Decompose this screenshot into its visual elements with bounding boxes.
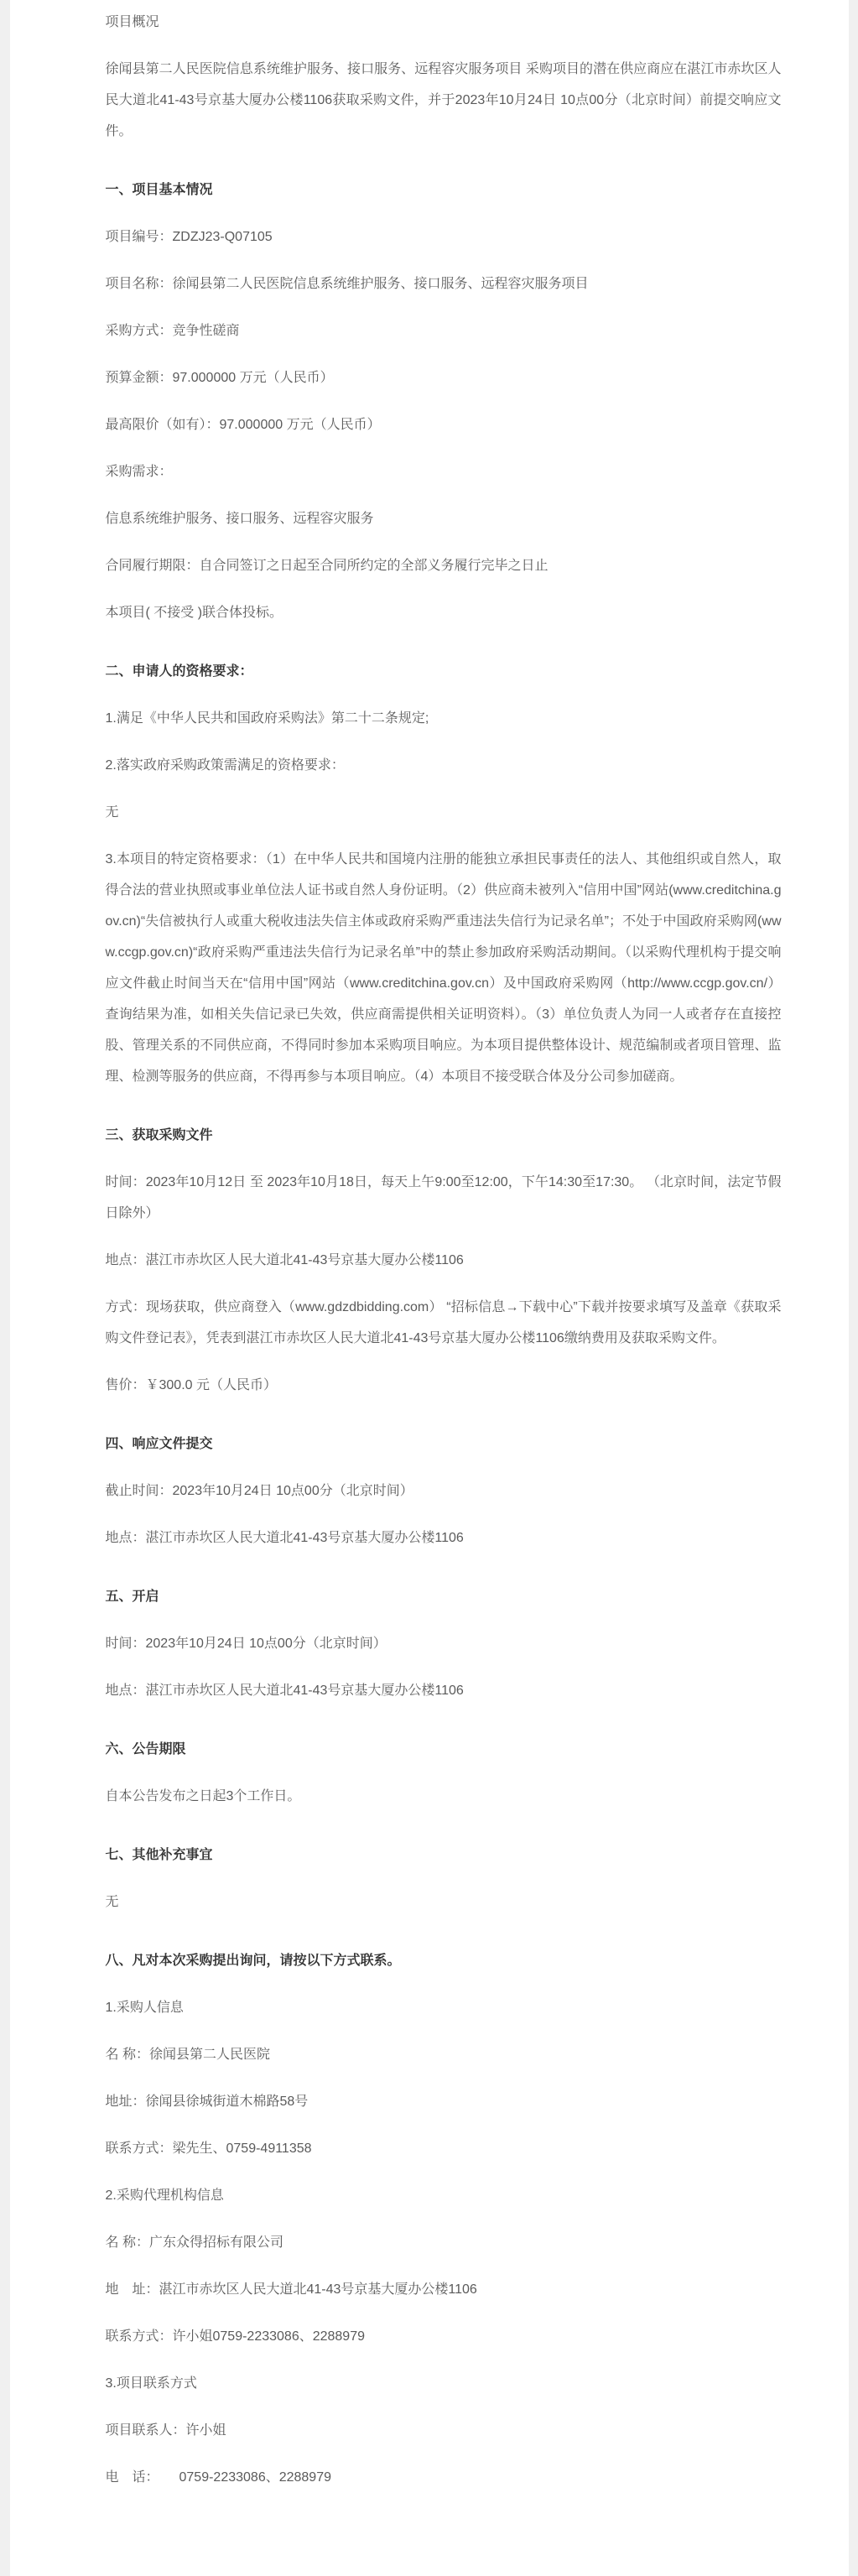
section-6-heading: 六、公告期限	[105, 1742, 186, 1756]
agency-name: 名 称：广东众得招标有限公司	[105, 2235, 283, 2250]
contract-period: 合同履行期限：自合同签订之日起至合同所约定的全部义务履行完毕之日止	[105, 559, 549, 573]
purchaser-address: 地址：徐闻县徐城街道木棉路58号	[105, 2095, 309, 2109]
opening-location: 地点：湛江市赤坎区人民大道北41-43号京基大厦办公楼1106	[105, 1684, 464, 1698]
qualification-3: 3.本项目的特定资格要求：（1）在中华人民共和国境内注册的能独立承担民事责任的法人、其他组织或自然人，取得合法的营业执照或事业单位法人证书或自然人身份证明。（2）供应商未被列入“信用中国”网站(www.creditchina.gov.cn)“失信被执行人或重大税收违法失信主体或政府采购严重违法失信行为记录名单”；不处于中国政府采购网(www.ccgp.gov.cn)“政府采购严重违法失信行为记录名单”中的禁止参加政府采购活动期间。（以采购代理机构于提交响应文件截止时间当天在“信用中国”网站（www.creditchina.gov.cn）及中国政府采购网（http://www.ccgp.gov.cn/）查询结果为准，如相关失信记录已失效，供应商需提供相关证明资料）。（3）单位负责人为同一人或者存在直接控股、管理关系的不同供应商，不得同时参加本采购项目响应。为本项目提供整体设计、规范编制或者项目管理、监理、检测等服务的供应商，不得再参与本项目响应。（4）本项目不接受联合体及分公司参加磋商。	[105, 852, 782, 1084]
agency-contact: 联系方式：许小姐0759-2233086、2288979	[105, 2329, 366, 2344]
section-2-heading: 二、申请人的资格要求：	[105, 664, 253, 679]
announcement-period: 自本公告发布之日起3个工作日。	[105, 1789, 301, 1803]
submission-location: 地点：湛江市赤坎区人民大道北41-43号京基大厦办公楼1106	[105, 1531, 464, 1545]
procurement-requirements-content: 信息系统维护服务、接口服务、远程容灾服务	[105, 512, 374, 526]
qualification-2-none: 无	[105, 805, 119, 820]
purchaser-info-label: 1.采购人信息	[105, 2001, 184, 2015]
document-body	[106, 7, 782, 2493]
section-3-heading: 三、获取采购文件	[105, 1128, 213, 1142]
purchaser-contact: 联系方式：梁先生、0759-4911358	[105, 2141, 312, 2156]
announcement-page	[10, 0, 849, 2576]
submission-deadline: 截止时间：2023年10月24日 10点00分（北京时间）	[105, 1484, 413, 1498]
project-number: 项目编号：ZDZJ23-Q07105	[105, 230, 273, 244]
section-4-heading: 四、响应文件提交	[105, 1437, 213, 1451]
section-5-heading: 五、开启	[105, 1590, 159, 1604]
section-7-heading: 七、其他补充事宜	[105, 1848, 213, 1862]
purchaser-name: 名 称：徐闻县第二人民医院	[105, 2048, 270, 2062]
consortium-bidding-note: 本项目( 不接受 )联合体投标。	[105, 606, 283, 620]
doc-acquire-time: 时间：2023年10月12日 至 2023年10月18日，每天上午9:00至12:00，下午14:30至17:30。 （北京时间，法定节假日除外）	[105, 1175, 782, 1220]
opening-time: 时间：2023年10月24日 10点00分（北京时间）	[105, 1637, 387, 1651]
section-8-heading: 八、凡对本次采购提出询问，请按以下方式联系。	[105, 1954, 401, 1968]
section-1-heading: 一、项目基本情况	[105, 183, 213, 197]
project-name: 项目名称：徐闻县第二人民医院信息系统维护服务、接口服务、远程容灾服务项目	[105, 277, 589, 291]
procurement-requirements-label: 采购需求：	[105, 465, 173, 479]
project-contact-person: 项目联系人：许小姐	[105, 2423, 226, 2438]
project-overview-title: 项目概况	[105, 15, 159, 29]
other-matters-none: 无	[105, 1895, 119, 1909]
doc-price: 售价：￥300.0 元（人民币）	[105, 1378, 277, 1392]
procurement-method: 采购方式：竞争性磋商	[105, 324, 240, 338]
qualification-2: 2.落实政府采购政策需满足的资格要求：	[105, 758, 345, 773]
max-price: 最高限价（如有）：97.000000 万元（人民币）	[105, 418, 381, 432]
project-contact-phone: 电 话： 0759-2233086、2288979	[105, 2470, 332, 2485]
budget-amount: 预算金额：97.000000 万元（人民币）	[105, 371, 334, 385]
doc-acquire-method: 方式：现场获取，供应商登入（www.gdzdbidding.com） “招标信息→下载中心”下载并按要求填写及盖章《获取采购文件登记表》，凭表到湛江市赤坎区人民大道北41-43号京基大厦办公楼1106缴纳费用及获取采购文件。	[105, 1300, 782, 1345]
agency-address: 地 址：湛江市赤坎区人民大道北41-43号京基大厦办公楼1106	[105, 2282, 477, 2297]
qualification-1: 1.满足《中华人民共和国政府采购法》第二十二条规定;	[105, 711, 429, 726]
overview-paragraph: 徐闻县第二人民医院信息系统维护服务、接口服务、远程容灾服务项目 采购项目的潜在供应商应在湛江市赤坎区人民大道北41-43号京基大厦办公楼1106获取采购文件，并于2023年10月24日 10点00分（北京时间）前提交响应文件。	[105, 62, 782, 138]
agency-info-label: 2.采购代理机构信息	[105, 2188, 224, 2203]
doc-acquire-location: 地点：湛江市赤坎区人民大道北41-43号京基大厦办公楼1106	[105, 1253, 464, 1267]
project-contact-label: 3.项目联系方式	[105, 2376, 197, 2391]
